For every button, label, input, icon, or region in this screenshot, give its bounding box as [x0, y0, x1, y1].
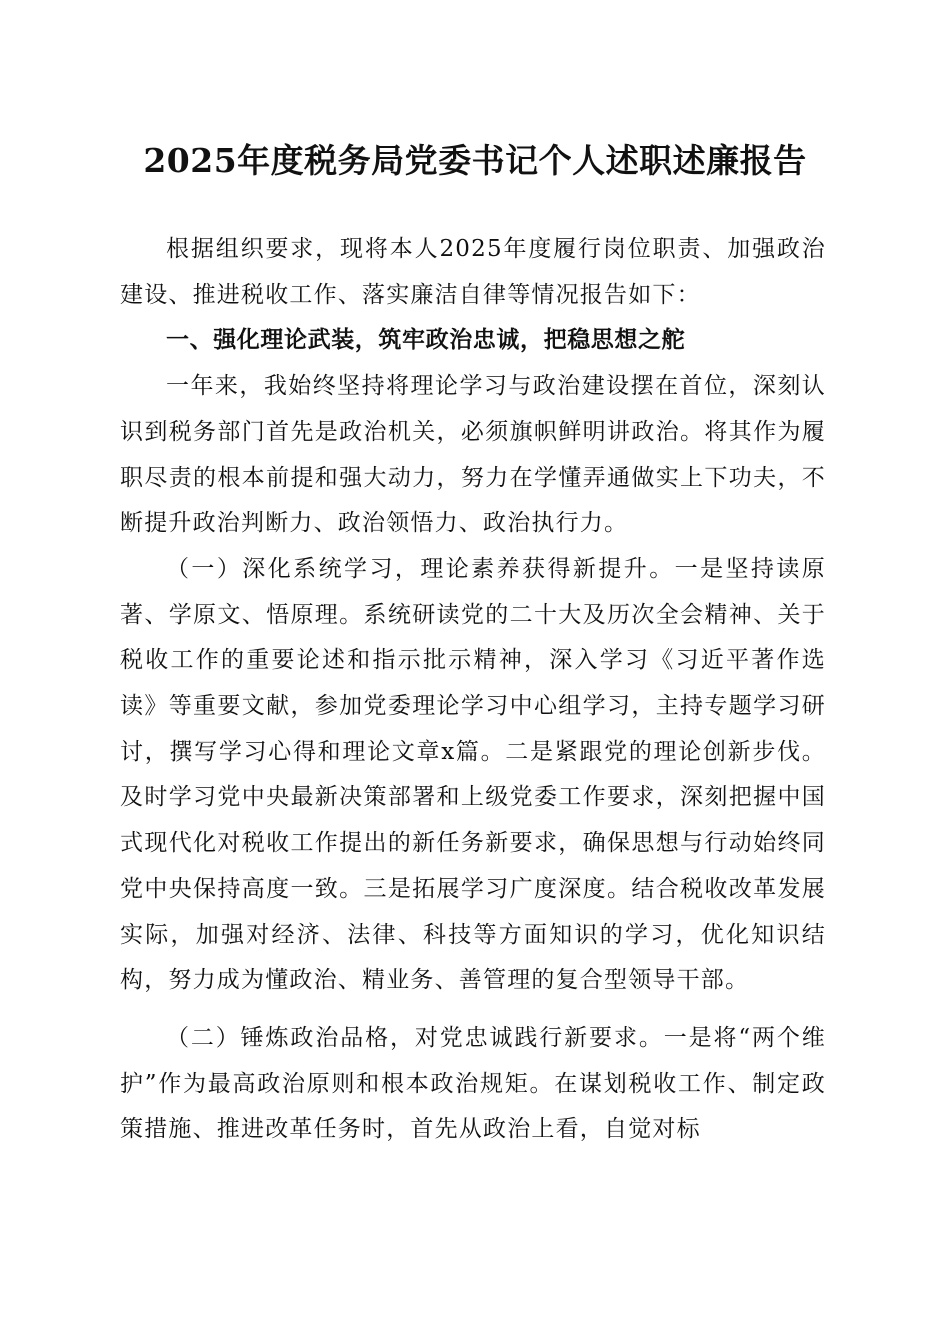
section-heading: 一、强化理论武装，筑牢政治忠诚，把稳思想之舵 [166, 327, 686, 354]
document-title: 2025年度税务局党委书记个人述职述廉报告 [143, 141, 807, 180]
intro-paragraph: 根据组织要求，现将本人2025年度履行岗位职责、加强政治建设、推进税收工作、落实廉洁自律等情况报告如下： [120, 236, 826, 308]
subsection-paragraph: （二）锤炼政治品格，对党忠诚践行新要求。一是将“两个维护”作为最高政治原则和根本政治规矩。在谋划税收工作、制定政策措施、推进改革任务时，首先从政治上看，自觉对标 [120, 1024, 826, 1143]
section-intro-paragraph: 一年来，我始终坚持将理论学习与政治建设摆在首位，深刻认识到税务部门首先是政治机关，必须旗帜鲜明讲政治。将其作为履职尽责的根本前提和强大动力，努力在学懂弄通做实上下功夫，不断提升政治判断力、政治领悟力、政治执行力。 [120, 373, 826, 537]
subsection-paragraph: （一）深化系统学习，理论素养获得新提升。一是坚持读原著、学原文、悟原理。系统研读党的二十大及历次全会精神、关于税收工作的重要论述和指示批示精神，深入学习《习近平著作选读》等重要文献，参加党委理论学习中心组学习，主持专题学习研讨，撰写学习心得和理论文章x篇。二是紧跟党的理论创新步伐。及时学习党中央最新决策部署和上级党委工作要求，深刻把握中国式现代化对税收工作提出的新任务新要求，确保思想与行动始终同党中央保持高度一致。三是拓展学习广度深度。结合税收改革发展实际，加强对经济、法律、科技等方面知识的学习，优化知识结构，努力成为懂政治、精业务、善管理的复合型领导干部。 [120, 555, 826, 994]
document-body [120, 227, 826, 1153]
